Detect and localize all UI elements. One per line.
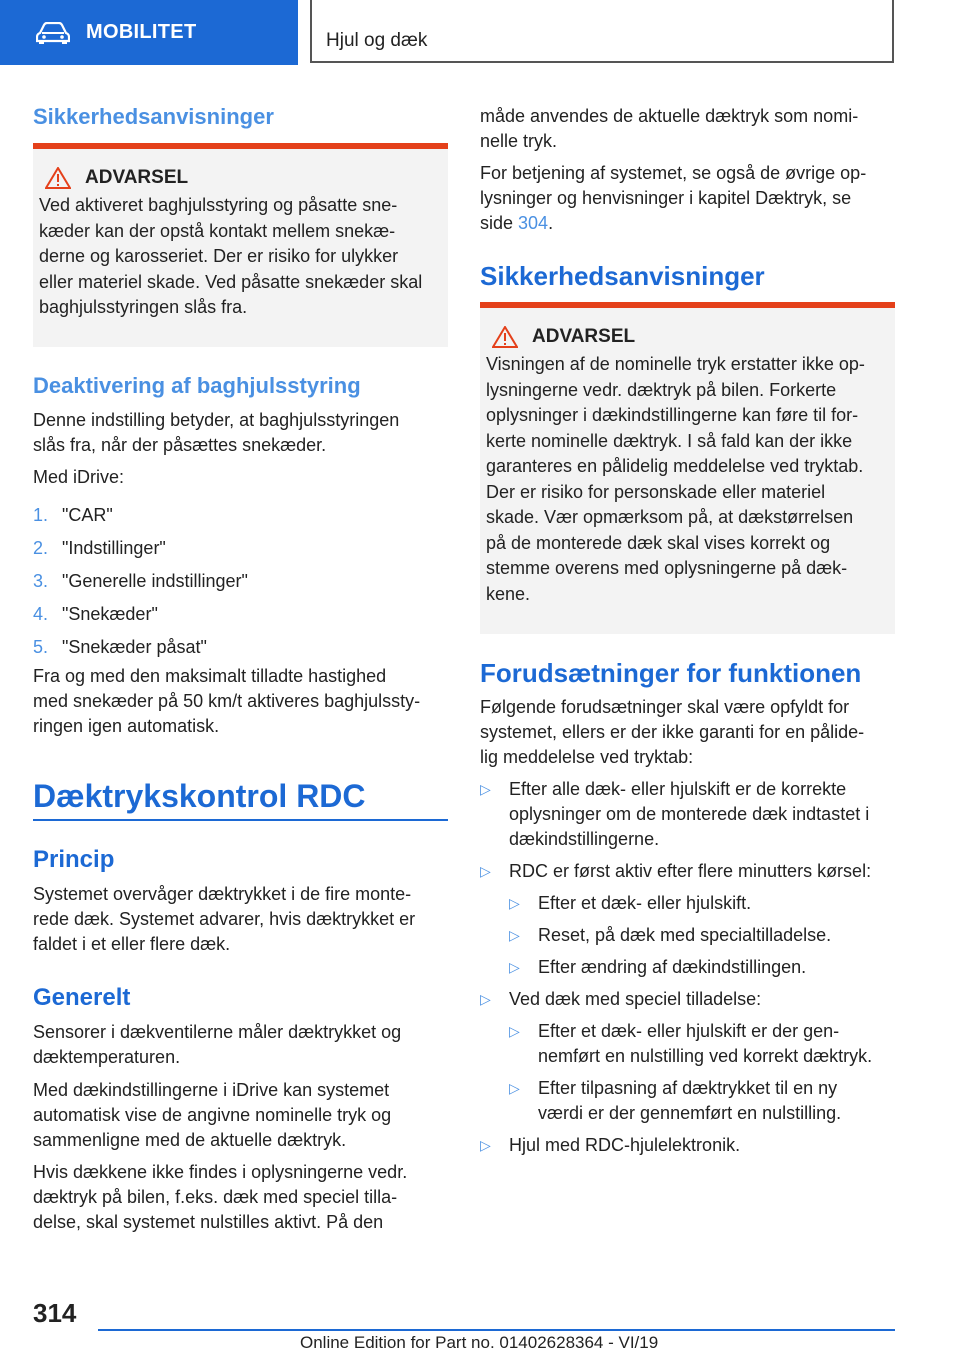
warning-box-right <box>480 302 895 634</box>
prereq-heading: Forudsætninger for funktionen <box>480 658 862 688</box>
prereq-intro: Følgende forudsætninger skal være opfyldt for systemet, ellers er der ikke garanti for en pålide- lig meddelelse ved tryktab: <box>480 697 865 767</box>
chapter-title: Hjul og dæk <box>326 30 428 51</box>
list-item: ▷ Hjul med RDC-hjulelektronik. <box>480 1133 895 1158</box>
list-item: ▷ Efter et dæk- eller hjulskift er der gen- nemført en nulstilling ved korrekt dæktryk. <box>480 1019 895 1069</box>
list-item: 1. "CAR" <box>33 505 113 525</box>
reference-text: For betjening af systemet, se også de øvrige op- lysninger og henvisninger i kapitel Dæktryk, se side 304. <box>480 163 867 233</box>
section-label: MOBILITET <box>86 21 197 43</box>
chapter-header <box>310 0 894 63</box>
list-item: ▷ Efter ændring af dækindstillingen. <box>480 955 895 980</box>
general-text-1: Sensorer i dækventilerne måler dæktrykket og dæktemperaturen. <box>33 1022 402 1067</box>
warning-triangle-icon <box>45 167 71 189</box>
list-item: 4. "Snekæder" <box>33 604 158 624</box>
prereq-list <box>480 777 895 1165</box>
warning-text: Ved aktiveret baghjulsstyring og påsatte sne- kæder kan der opstå kontakt mellem snekæ- derne og karosseriet. Der er risiko for ulykker eller materiel skade. Ved påsatte snekæder skal baghjulsstyringen slås fra. <box>39 195 423 317</box>
triangle-bullet-icon: ▷ <box>509 1080 520 1096</box>
triangle-bullet-icon: ▷ <box>480 991 491 1007</box>
edition-text: Online Edition for Part no. 01402628364 - VI/19 <box>300 1333 659 1352</box>
safety-heading-right: Sikkerhedsanvisninger <box>480 261 765 291</box>
rdc-title: Dæktrykskontrol RDC <box>33 778 366 814</box>
continued-text: måde anvendes de aktuelle dæktryk som nomi- nelle tryk. <box>480 106 859 151</box>
general-text-2: Med dækindstillingerne i iDrive kan systemet automatisk vise de angivne nominelle tryk og sammenligne med de aktuelle dæktryk. <box>33 1080 392 1150</box>
deactivate-outro: Fra og med den maksimalt tilladte hastighed med snekæder på 50 km/t aktiveres baghjulssty- ringen igen automatisk. <box>33 666 421 736</box>
section-tab <box>0 0 298 65</box>
page-link[interactable]: 304 <box>518 213 549 233</box>
triangle-bullet-icon: ▷ <box>509 959 520 975</box>
warning-box-left <box>33 143 448 347</box>
list-item: 2. "Indstillinger" <box>33 538 166 558</box>
idrive-steps <box>33 499 448 664</box>
triangle-bullet-icon: ▷ <box>509 927 520 943</box>
car-icon <box>36 22 70 44</box>
list-item: ▷ Reset, på dæk med specialtilladelse. <box>480 923 895 948</box>
principle-text: Systemet overvåger dæktrykket i de fire monte- rede dæk. Systemet advarer, hvis dæktrykket er faldet i et eller flere dæk. <box>33 884 416 954</box>
list-item: ▷ RDC er først aktiv efter flere minutters kørsel: <box>480 859 895 884</box>
page-number: 314 <box>33 1298 77 1328</box>
list-item: ▷ Efter et dæk- eller hjulskift. <box>480 891 895 916</box>
footer-rule <box>98 1329 895 1331</box>
triangle-bullet-icon: ▷ <box>480 863 491 879</box>
triangle-bullet-icon: ▷ <box>480 781 491 797</box>
deactivate-heading: Deaktivering af baghjulsstyring <box>33 373 361 398</box>
safety-heading-left: Sikkerhedsanvisninger <box>33 104 274 129</box>
general-text-3: Hvis dækkene ikke findes i oplysningerne vedr. dæktryk på bilen, f.eks. dæk med speciel tilla- delse, skal systemet nulstilles aktivt. På den <box>33 1162 408 1232</box>
warning-title: ADVARSEL <box>45 167 442 189</box>
principle-heading: Princip <box>33 846 115 873</box>
deactivate-intro: Denne indstilling betyder, at baghjulsstyringen slås fra, når der påsættes snekæder. <box>33 410 400 455</box>
list-item: 5. "Snekæder påsat" <box>33 637 207 657</box>
list-item: ▷ Efter tilpasning af dæktrykket til en ny værdi er der gennemført en nulstilling. <box>480 1076 895 1126</box>
list-item: ▷ Efter alle dæk- eller hjulskift er de korrekte oplysninger om de monterede dæk indtastet i dækindstillingerne. <box>480 777 895 852</box>
list-item: ▷ Ved dæk med speciel tilladelse: <box>480 987 895 1012</box>
triangle-bullet-icon: ▷ <box>509 895 520 911</box>
warning-triangle-icon <box>492 326 518 348</box>
idrive-label: Med iDrive: <box>33 467 125 487</box>
triangle-bullet-icon: ▷ <box>509 1023 520 1039</box>
title-rule <box>33 819 448 821</box>
list-item: 3. "Generelle indstillinger" <box>33 571 248 591</box>
warning-title: ADVARSEL <box>492 326 889 348</box>
triangle-bullet-icon: ▷ <box>480 1137 491 1153</box>
warning-text: Visningen af de nominelle tryk erstatter ikke op- lysningerne vedr. dæktryk på bilen. Forkerte oplysninger i dækindstillingerne kan føre til for- kerte nominelle dæktryk. I så fald kan der ikke garanteres en pålidelig meddelelse ved tryktab. Der er risiko for personskade eller materiel skade. Vær opmærksom på, at dækstørrelsen på de monterede dæk skal vises korrekt og stemme overens med oplysningerne på dæk- kene. <box>486 354 865 604</box>
general-heading: Generelt <box>33 984 131 1011</box>
